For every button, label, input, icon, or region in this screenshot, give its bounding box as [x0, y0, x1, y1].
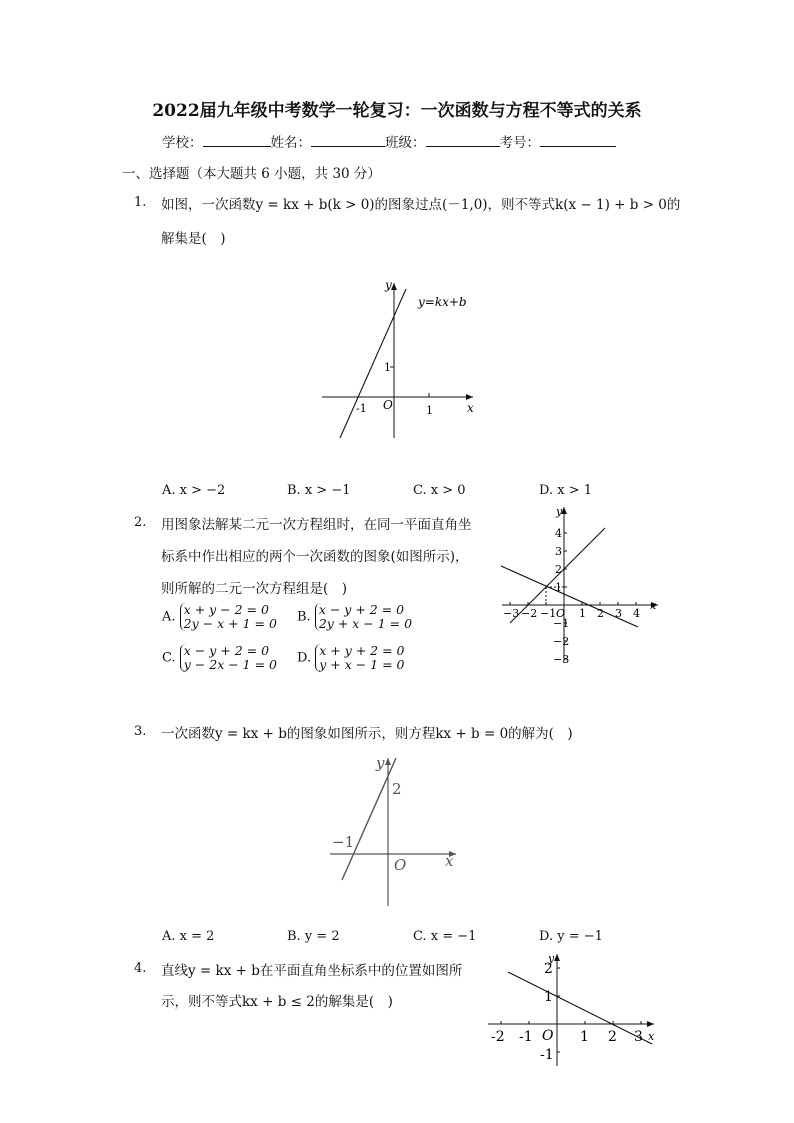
- q1-tick-neg1: -1: [356, 402, 367, 415]
- q4-ytick-1: 1: [544, 989, 553, 1005]
- q2-ytick-2: 2: [555, 563, 562, 576]
- question-1-text: 如图，一次函数y = kx + b(k > 0)的图象过点(－1,0)，则不等式k(x − 1) + b > 0的: [161, 197, 681, 213]
- q2-ytick-neg2: −2: [553, 635, 570, 648]
- question-4-text-line2: 示，则不等式kx + b ≤ 2的解集是( ): [161, 994, 393, 1010]
- q2-b-eq2: 2y + x − 1 = 0: [318, 616, 413, 631]
- q4-origin-label: O: [542, 1028, 554, 1044]
- q4-ytick-neg1: -1: [540, 1047, 554, 1063]
- q2-xtick-neg3: −3: [503, 607, 520, 620]
- question-2-number: 2.: [134, 515, 147, 530]
- q2-option-b-label: B.: [297, 609, 311, 625]
- q1-x-axis-label: x: [467, 401, 474, 415]
- q2-c-eq1: x − y + 2 = 0: [183, 643, 270, 658]
- q2-xtick-1: 1: [579, 607, 586, 620]
- q3-option-d[interactable]: D. y = −1: [539, 929, 603, 944]
- q1-option-a[interactable]: A. x > −2: [162, 483, 226, 498]
- question-3-graph: [326, 752, 462, 910]
- q1-option-b[interactable]: B. x > −1: [287, 483, 351, 498]
- q1-option-d[interactable]: D. x > 1: [539, 483, 592, 498]
- name-label: 姓名：: [270, 135, 311, 151]
- q1-origin-label: O: [383, 398, 393, 412]
- q3-origin-label: O: [394, 856, 407, 874]
- q4-x-axis-label: x: [648, 1030, 655, 1043]
- q1-tick-x1: 1: [426, 404, 433, 417]
- question-1-graph: [318, 275, 478, 445]
- q3-y-axis-label: y: [376, 754, 385, 772]
- q3-option-b[interactable]: B. y = 2: [287, 929, 340, 944]
- question-4-graph: [484, 950, 660, 1070]
- section-heading: 一、选择题（本大题共 6 小题，共 30 分）: [122, 166, 381, 182]
- exam-no-label: 考号：: [499, 135, 540, 151]
- class-label: 班级：: [385, 135, 426, 151]
- q4-xtick-3: 3: [634, 1029, 643, 1045]
- q1-tick-y1: 1: [384, 361, 391, 374]
- q2-ytick-neg3: −3: [553, 653, 570, 665]
- q2-d-eq1: x + y + 2 = 0: [319, 643, 405, 658]
- q4-xtick-neg1: -1: [519, 1029, 533, 1045]
- question-2-text-line2: 标系中作出相应的两个一次函数的图象(如图所示)，: [161, 549, 469, 565]
- page-title: 2022届九年级中考数学一轮复习：一次函数与方程不等式的关系: [152, 101, 642, 121]
- q3-tick-neg1: −1: [332, 833, 355, 851]
- question-3-text: 一次函数y = kx + b的图象如图所示，则方程kx + b = 0的解为( ): [161, 726, 573, 742]
- q2-origin-label: O: [556, 607, 566, 620]
- q4-xtick-neg2: -2: [491, 1029, 505, 1045]
- q2-option-b[interactable]: [297, 603, 412, 631]
- q2-a-eq1: x + y − 2 = 0: [183, 602, 269, 617]
- q1-line-label: y=kx+b: [418, 295, 467, 309]
- q1-option-c[interactable]: C. x > 0: [413, 483, 466, 498]
- question-4-text: 直线y = kx + b在平面直角坐标系中的位置如图所: [161, 963, 463, 979]
- q2-option-a[interactable]: [162, 603, 277, 631]
- exam-no-blank[interactable]: [540, 134, 616, 147]
- q2-d-eq2: y + x − 1 = 0: [319, 657, 405, 672]
- q4-ytick-2: 2: [544, 961, 553, 977]
- q3-option-c[interactable]: C. x = −1: [413, 929, 477, 944]
- q2-option-d[interactable]: [297, 644, 405, 672]
- q3-x-axis-label: x: [445, 852, 454, 870]
- q2-option-d-label: D.: [297, 650, 312, 666]
- q1-y-axis-label: y: [385, 278, 392, 292]
- q2-xtick-4: 4: [633, 607, 640, 620]
- q4-xtick-1: 1: [580, 1029, 589, 1045]
- q2-option-a-label: A.: [162, 609, 176, 625]
- q3-option-a[interactable]: A. x = 2: [162, 929, 215, 944]
- question-2-graph: [498, 503, 664, 665]
- school-label: 学校：: [162, 135, 203, 151]
- student-info-line: [162, 131, 616, 151]
- q2-option-c[interactable]: [162, 644, 277, 672]
- q2-option-c-label: C.: [162, 650, 176, 666]
- q2-a-eq2: 2y − x + 1 = 0: [183, 616, 277, 631]
- q2-xtick-3: 3: [615, 607, 622, 620]
- q2-ytick-1: 1: [555, 581, 562, 594]
- q2-x-axis-label: x: [650, 599, 657, 612]
- question-2-text-line3: 则所解的二元一次方程组是( ): [161, 581, 348, 597]
- q2-c-eq2: y − 2x − 1 = 0: [183, 657, 277, 672]
- q2-xtick-2: 2: [597, 607, 604, 620]
- q2-ytick-4: 4: [555, 527, 562, 540]
- question-1-text-line2: 解集是( ): [161, 231, 226, 247]
- q2-xtick-neg2: −2: [521, 607, 538, 620]
- name-blank[interactable]: [311, 134, 385, 147]
- q2-b-eq1: x − y + 2 = 0: [318, 602, 405, 617]
- q2-y-axis-label: y: [556, 505, 563, 518]
- question-1-number: 1.: [134, 195, 147, 210]
- q2-ytick-3: 3: [555, 545, 562, 558]
- q4-xtick-2: 2: [608, 1029, 617, 1045]
- q4-y-axis-label: y: [548, 952, 555, 965]
- question-3-number: 3.: [134, 724, 147, 739]
- q3-tick-2: 2: [392, 780, 402, 798]
- question-2-text: 用图象法解某二元一次方程组时，在同一平面直角坐: [161, 517, 472, 533]
- question-4-number: 4.: [134, 961, 147, 976]
- q2-ytick-neg1: −1: [553, 617, 570, 630]
- school-blank[interactable]: [203, 134, 271, 147]
- class-blank[interactable]: [426, 134, 500, 147]
- q2-xtick-neg1: −1: [540, 607, 557, 620]
